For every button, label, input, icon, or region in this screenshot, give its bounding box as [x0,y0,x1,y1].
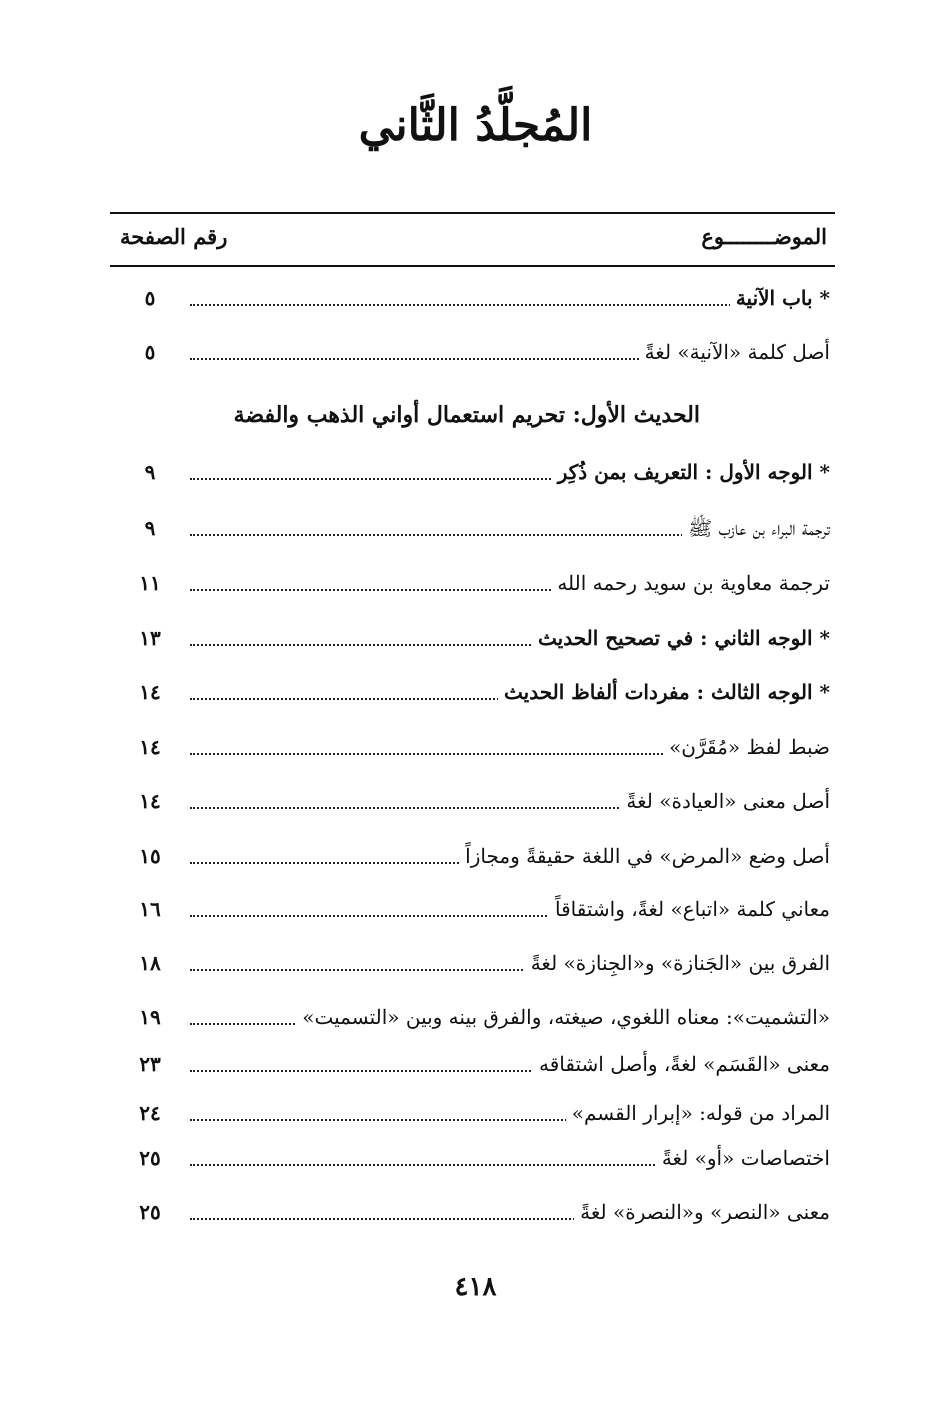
toc-entry-page: ١٤ [139,735,161,759]
toc-entry-label: ترجمة البراء بن عازب ﷺ [682,508,830,548]
section-heading: الحديث الأول: تحريم استعمال أواني الذهب والفضة [233,402,700,428]
toc-entry [130,618,830,658]
header-topic: الموضــــــــوع [701,224,827,249]
toc-entry [130,508,830,548]
toc-entry-label: أصل معنى «العيادة» لغةً [620,781,830,821]
toc-entry-label: * باب الآنية [730,278,830,318]
toc-entry-label: أصل وضع «المرض» في اللغة حقيقةً ومجازاً [459,836,830,876]
toc-entry [130,1192,830,1232]
toc-entry-label: معنى «القَسَم» لغةً، وأصل اشتقاقه [533,1044,830,1084]
toc-entry-page: ٥ [144,286,156,310]
toc-entry-page: ٢٥ [139,1146,161,1170]
toc-entry-label: ضبط لفظ «مُقَرَّن» [663,727,830,767]
toc-entry-label: الفرق بين «الجَنازة» و«الجِنازة» لغةً [525,943,830,983]
toc-entry [130,997,830,1037]
toc-entry-label: معنى «النصر» و«النصرة» لغةً [574,1192,830,1232]
toc-entry-page: ٢٥ [139,1200,161,1224]
toc-entry [130,278,830,318]
toc-entry [130,1044,830,1084]
toc-entry-page: ١٣ [139,626,161,650]
toc-entry-label: ترجمة معاوية بن سويد رحمه الله [551,563,830,603]
toc-entry [130,452,830,492]
toc-entry-page: ٥ [144,340,156,364]
toc-entry-page: ١٥ [139,844,161,868]
toc-entry [130,332,830,372]
toc-entry-page: ٢٤ [139,1101,161,1125]
toc-entry-label: أصل كلمة «الآنية» لغةً [639,332,830,372]
toc-entry-page: ١٨ [139,951,161,975]
page-title: المُجلَّدُ الثَّاني [358,100,593,151]
toc-entry [130,1093,830,1133]
toc-entry-page: ١٤ [139,680,161,704]
toc-entry-page: ١٩ [139,1005,161,1029]
toc-entry-label: * الوجه الأول : التعريف بمن ذُكِر [552,452,830,492]
toc-entry [130,672,830,712]
toc-entry-label: المراد من قوله: «إبرار القسم» [566,1093,830,1133]
toc-entry-label: * الوجه الثاني : في تصحيح الحديث [532,618,830,658]
toc-entry [130,727,830,767]
toc-entry-label: اختصاصات «أو» لغةً [656,1138,830,1178]
toc-entry-page: ١٤ [139,789,161,813]
toc-entry-label: معاني كلمة «اتباع» لغةً، واشتقاقاً [549,889,830,929]
toc-entry [130,563,830,603]
page-folio: ٤١٨ [454,1272,497,1302]
toc-entry [130,943,830,983]
toc-entry [130,781,830,821]
toc-entry-label: «التشميت»: معناه اللغوي، صيغته، والفرق بينه وبين «التسميت» [296,997,830,1037]
toc-entry [130,1138,830,1178]
header-page-number: رقم الصفحة [120,224,228,249]
toc-entry-label: * الوجه الثالث : مفردات ألفاظ الحديث [498,672,830,712]
toc-entry-page: ١٦ [139,897,161,921]
toc-entry [130,889,830,929]
toc-entry [130,836,830,876]
toc-entry-page: ١١ [139,571,161,595]
toc-entry-page: ٢٣ [139,1052,161,1076]
toc-entry-page: ٩ [144,516,156,540]
toc-entry-page: ٩ [144,460,156,484]
